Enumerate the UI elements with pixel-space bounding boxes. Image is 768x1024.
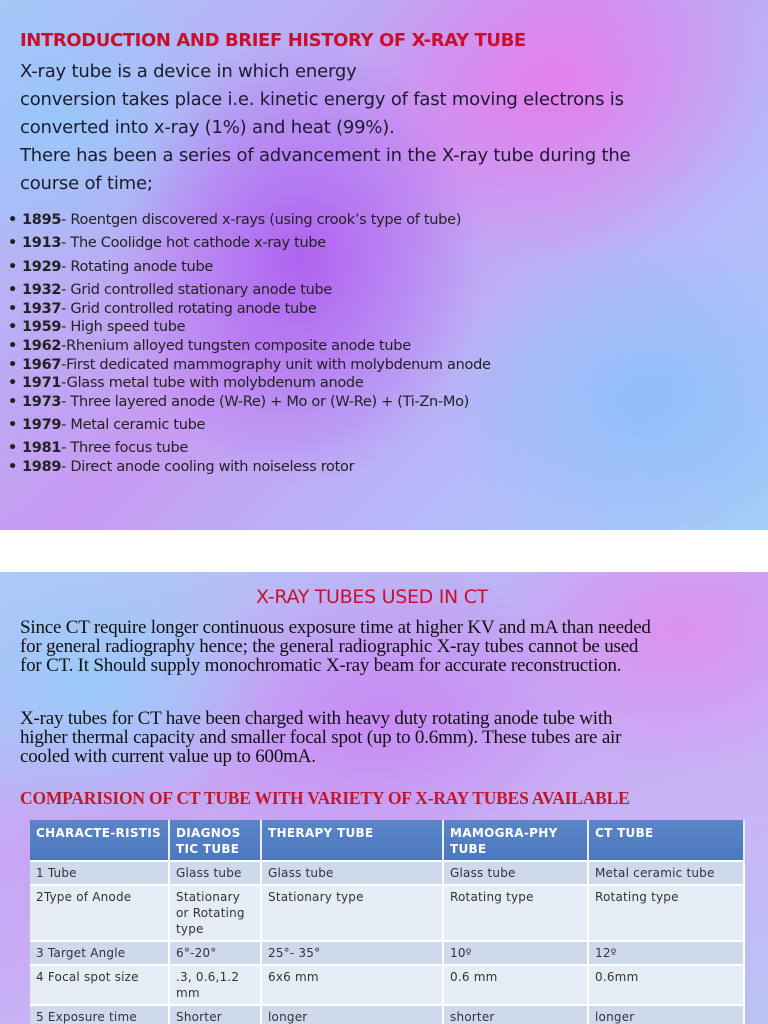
bullet-icon: •: [8, 212, 17, 228]
intro-text: [20, 58, 740, 198]
intro-line: course of time;: [20, 173, 153, 194]
table-cell: 4 Focal spot size: [30, 965, 169, 1005]
timeline-text: -First dedicated mammography unit with molybdenum anode: [61, 357, 491, 373]
table-cell: 2Type of Anode: [30, 885, 169, 941]
table-cell: .3, 0.6,1.2 mm: [169, 965, 261, 1005]
table-cell: Glass tube: [443, 861, 588, 885]
timeline-item: [8, 319, 185, 335]
bullet-icon: •: [8, 375, 17, 391]
paragraph-line: for CT. It Should supply monochromatic X-ray beam for accurate reconstruction.: [20, 655, 622, 676]
column-header: DIAGNOS TIC TUBE: [169, 820, 261, 861]
timeline-year: 1959: [22, 319, 62, 335]
column-header: MAMOGRA-PHY TUBE: [443, 820, 588, 861]
timeline-text: - Metal ceramic tube: [61, 417, 206, 433]
bullet-icon: •: [8, 338, 17, 354]
table-cell: Glass tube: [169, 861, 261, 885]
table-cell: Rotating type: [588, 885, 744, 941]
timeline-item: [8, 235, 326, 251]
timeline-year: 1979: [22, 417, 62, 433]
paragraph-line: X-ray tubes for CT have been charged with heavy duty rotating anode tube with: [20, 708, 613, 729]
timeline-text: - Grid controlled rotating anode tube: [61, 301, 317, 317]
timeline-text: - Roentgen discovered x-rays (using crook’s type of tube): [61, 212, 462, 228]
timeline-text: - Direct anode cooling with noiseless rotor: [61, 459, 355, 475]
slide-title: X-RAY TUBES USED IN CT: [256, 586, 488, 608]
slide-ct-tubes: [0, 572, 768, 1024]
paragraph-line: for general radiography hence; the general radiographic X-ray tubes cannot be used: [20, 636, 639, 657]
paragraph-requirements: [20, 618, 760, 675]
table-cell: longer: [588, 1005, 744, 1024]
intro-line: There has been a series of advancement in the X-ray tube during the: [20, 145, 631, 166]
timeline-year: 1971: [22, 375, 62, 391]
bullet-icon: •: [8, 459, 17, 475]
timeline-text: - Three layered anode (W-Re) + Mo or (W-Re) + (Ti-Zn-Mo): [61, 394, 470, 410]
timeline-item: [8, 440, 188, 456]
bullet-icon: •: [8, 440, 17, 456]
timeline-year: 1913: [22, 235, 62, 251]
timeline-text: - High speed tube: [61, 319, 186, 335]
paragraph-line: Since CT require longer continuous exposure time at higher KV and mA than needed: [20, 617, 651, 638]
bullet-icon: •: [8, 282, 17, 298]
timeline-item: [8, 375, 363, 391]
intro-line: X-ray tube is a device in which energy: [20, 61, 357, 82]
timeline-item: [8, 212, 461, 228]
timeline-year: 1932: [22, 282, 62, 298]
table-cell: 3 Target Angle: [30, 941, 169, 965]
table-cell: 6x6 mm: [261, 965, 443, 1005]
slide-title: INTRODUCTION AND BRIEF HISTORY OF X-RAY TUBE: [20, 30, 526, 51]
table-cell: 25°- 35°: [261, 941, 443, 965]
timeline-item: [8, 357, 491, 373]
table-cell: 5 Exposure time: [30, 1005, 169, 1024]
timeline-text: - Grid controlled stationary anode tube: [61, 282, 332, 298]
timeline-year: 1962: [22, 338, 62, 354]
table-cell: Rotating type: [443, 885, 588, 941]
table-cell: 6°-20°: [169, 941, 261, 965]
bullet-icon: •: [8, 259, 17, 275]
table-row: [30, 1005, 744, 1024]
column-header: CT TUBE: [588, 820, 744, 861]
table-cell: 0.6 mm: [443, 965, 588, 1005]
comparison-table: [30, 820, 745, 1024]
timeline-item: [8, 338, 411, 354]
table-row: [30, 941, 744, 965]
timeline-item: [8, 417, 205, 433]
table-row: [30, 885, 744, 941]
table-cell: Stationary or Rotating type: [169, 885, 261, 941]
timeline-item: [8, 301, 316, 317]
bullet-icon: •: [8, 319, 17, 335]
timeline-year: 1967: [22, 357, 62, 373]
intro-line: conversion takes place i.e. kinetic energy of fast moving electrons is: [20, 89, 624, 110]
intro-line: converted into x-ray (1%) and heat (99%).: [20, 117, 395, 138]
table-cell: 12º: [588, 941, 744, 965]
bullet-icon: •: [8, 357, 17, 373]
timeline-text: - Three focus tube: [61, 440, 189, 456]
column-header: THERAPY TUBE: [261, 820, 443, 861]
paragraph-ct-tube: [20, 709, 760, 766]
bullet-icon: •: [8, 301, 17, 317]
timeline-text: - The Coolidge hot cathode x-ray tube: [61, 235, 326, 251]
bullet-icon: •: [8, 235, 17, 251]
bullet-icon: •: [8, 394, 17, 410]
timeline-year: 1989: [22, 459, 62, 475]
column-header: CHARACTE-RISTIS: [30, 820, 169, 861]
timeline-text: - Rotating anode tube: [61, 259, 213, 275]
timeline-text: -Glass metal tube with molybdenum anode: [61, 375, 364, 391]
timeline-year: 1973: [22, 394, 62, 410]
table-cell: Glass tube: [261, 861, 443, 885]
timeline-item: [8, 259, 213, 275]
table-cell: Metal ceramic tube: [588, 861, 744, 885]
table-cell: shorter: [443, 1005, 588, 1024]
timeline-year: 1895: [22, 212, 62, 228]
timeline-item: [8, 394, 469, 410]
paragraph-line: higher thermal capacity and smaller focal spot (up to 0.6mm). These tubes are air: [20, 727, 622, 748]
paragraph-line: cooled with current value up to 600mA.: [20, 746, 316, 767]
comparison-title: COMPARISION OF CT TUBE WITH VARIETY OF X-RAY TUBES AVAILABLE: [20, 788, 630, 808]
timeline-year: 1929: [22, 259, 62, 275]
slide-divider: [0, 530, 768, 572]
table-header-row: [30, 820, 744, 861]
table-cell: 0.6mm: [588, 965, 744, 1005]
table-row: [30, 965, 744, 1005]
table-cell: longer: [261, 1005, 443, 1024]
bullet-icon: •: [8, 417, 17, 433]
table-cell: 10º: [443, 941, 588, 965]
timeline-item: [8, 282, 332, 298]
table-cell: Shorter: [169, 1005, 261, 1024]
table-cell: Stationary type: [261, 885, 443, 941]
table-row: [30, 861, 744, 885]
timeline-item: [8, 459, 354, 475]
table-cell: 1 Tube: [30, 861, 169, 885]
timeline-year: 1937: [22, 301, 62, 317]
timeline-year: 1981: [22, 440, 62, 456]
timeline-text: -Rhenium alloyed tungsten composite anode tube: [61, 338, 411, 354]
